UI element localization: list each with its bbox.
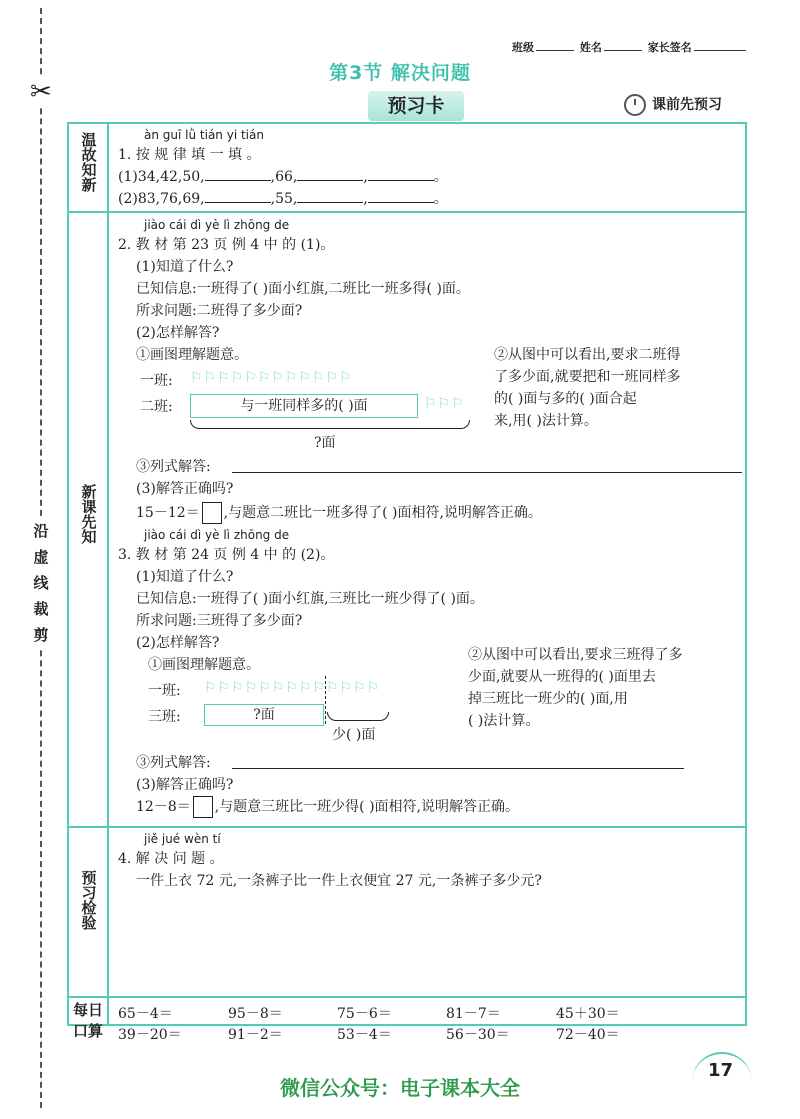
q3-step3: ③列式解答:: [136, 755, 211, 771]
name-field[interactable]: [604, 50, 642, 51]
answer-blank[interactable]: [205, 166, 271, 181]
q3-explain: ②从图中可以看出,要求三班得了多 少面,就要从一班得的( )面里去 掉三班比一班少的( )面,用 ( )法计算。: [468, 647, 683, 729]
q3-less: 少( )面: [332, 727, 376, 743]
q2-class1-label: 一班:: [140, 373, 173, 389]
answer-blank[interactable]: [205, 188, 271, 203]
q3-ask: 所求问题:三班得了多少面?: [136, 613, 303, 629]
q2-sub2: (2)怎样解答?: [136, 325, 220, 341]
cut-label: 沿 虚 线 裁 剪: [30, 518, 52, 648]
q3-known: 已知信息:一班得了( )面小红旗,三班比一班少得了( )面。: [136, 591, 484, 607]
q1-line2: (2)83,76,69, ,55, , 。: [118, 188, 448, 210]
parent-sign-field[interactable]: [694, 50, 746, 51]
q3-pinyin: jiào cái dì yè lì zhōng de: [144, 528, 290, 542]
name-label: 姓名: [579, 41, 602, 54]
scissors-icon: ✂: [30, 77, 52, 107]
q3-title: 3. 教 材 第 24 页 例 4 中 的 (2)。: [118, 547, 335, 563]
q3-sub1: (1)知道了什么?: [136, 569, 234, 585]
page-number: 17: [708, 1060, 734, 1081]
q3-step1: ①画图理解题意。: [148, 657, 260, 673]
row-divider: [67, 211, 747, 213]
flag-row-extra: ⚐⚐⚐: [424, 396, 465, 412]
answer-blank[interactable]: [368, 188, 434, 203]
q2-pinyin: jiào cái dì yè lì zhōng de: [144, 218, 290, 232]
q4-text: 一件上衣 72 元,一条裤子比一件上衣便宜 27 元,一条裤子多少元?: [136, 873, 542, 889]
calc-column: 45＋30＝ 72－40＝: [556, 1006, 620, 1043]
q3-class1-label: 一班:: [148, 683, 181, 699]
q2-explain: ②从图中可以看出,要求二班得 了多少面,就要把和一班同样多 的( )面与多的( )面合起 来,用( )法计算。: [494, 347, 681, 429]
section-title: 第3节 解决问题: [329, 62, 471, 84]
answer-line[interactable]: [232, 472, 742, 473]
q3-class3-label: 三班:: [148, 709, 181, 725]
q4-title: 4. 解 决 问 题 。: [118, 851, 224, 867]
header-fields: [512, 39, 748, 55]
calc-column: 75－6＝ 53－4＝: [337, 1006, 392, 1043]
side-label-daily: 每日口算: [73, 1001, 104, 1040]
answer-blank[interactable]: [297, 166, 363, 181]
class-label: 班级: [512, 41, 534, 54]
row-divider: [67, 996, 747, 998]
q1-pinyin: àn guī lǜ tián yi tián: [144, 128, 264, 142]
q4-pinyin: jiě jué wèn tí: [144, 832, 221, 846]
answer-blank[interactable]: [297, 188, 363, 203]
calc-column: 65－4＝ 39－20＝: [118, 1006, 182, 1043]
answer-blank[interactable]: [368, 166, 434, 181]
answer-line[interactable]: [232, 768, 684, 769]
side-label-new: 新课先知: [79, 484, 98, 544]
answer-box[interactable]: [193, 796, 213, 818]
q1-line1: (1)34,42,50, ,66, , 。: [118, 166, 448, 188]
calc-column: 95－8＝ 91－2＝: [228, 1006, 283, 1043]
card-title: 预习卡: [368, 91, 464, 121]
q2-step1: ①画图理解题意。: [136, 347, 248, 363]
row-divider: [67, 826, 747, 828]
divider-dashed: [325, 676, 326, 724]
q2-bar: 与一班同样多的( )面: [190, 394, 418, 418]
side-label-review: 温故知新: [79, 132, 98, 192]
clock-icon: [624, 94, 646, 116]
q3-check: 12－8＝ ,与题意三班比一班少得( )面相符,说明解答正确。: [136, 796, 519, 818]
brace: [190, 420, 470, 429]
q2-known: 已知信息:一班得了( )面小红旗,二班比一班多得( )面。: [136, 281, 470, 297]
answer-box[interactable]: [202, 502, 222, 524]
brace: [327, 712, 389, 721]
q2-title: 2. 教 材 第 23 页 例 4 中 的 (1)。: [118, 237, 335, 253]
calc-column: 81－7＝ 56－30＝: [446, 1006, 510, 1043]
footer-wechat: 微信公众号：电子课本大全: [280, 1076, 520, 1100]
q2-class2-label: 二班:: [140, 399, 173, 415]
q3-sub2: (2)怎样解答?: [136, 635, 220, 651]
q1-title: 1. 按 规 律 填 一 填 。: [118, 147, 261, 163]
q2-check: 15－12＝ ,与题意二班比一班多得了( )面相符,说明解答正确。: [136, 502, 542, 524]
parent-sign-label: 家长签名: [647, 41, 692, 54]
q2-question-mark: ?面: [314, 435, 336, 451]
side-label-check: 预习检验: [79, 870, 98, 930]
preview-tag: 课前先预习: [624, 94, 722, 116]
flag-row-class1: ⚐⚐⚐⚐⚐⚐⚐⚐⚐⚐⚐⚐: [190, 370, 353, 386]
q3-bar: ?面: [204, 704, 324, 726]
q2-ask: 所求问题:二班得了多少面?: [136, 303, 303, 319]
class-field[interactable]: [536, 50, 574, 51]
q2-sub3: (3)解答正确吗?: [136, 481, 234, 497]
q2-step3: ③列式解答:: [136, 459, 211, 475]
flag-row-class1: ⚐⚐⚐⚐⚐⚐⚐⚐⚐⚐⚐⚐⚐: [204, 680, 381, 696]
q2-sub1: (1)知道了什么?: [136, 259, 234, 275]
q3-sub3: (3)解答正确吗?: [136, 777, 234, 793]
section-divider-vertical: [107, 122, 109, 1026]
